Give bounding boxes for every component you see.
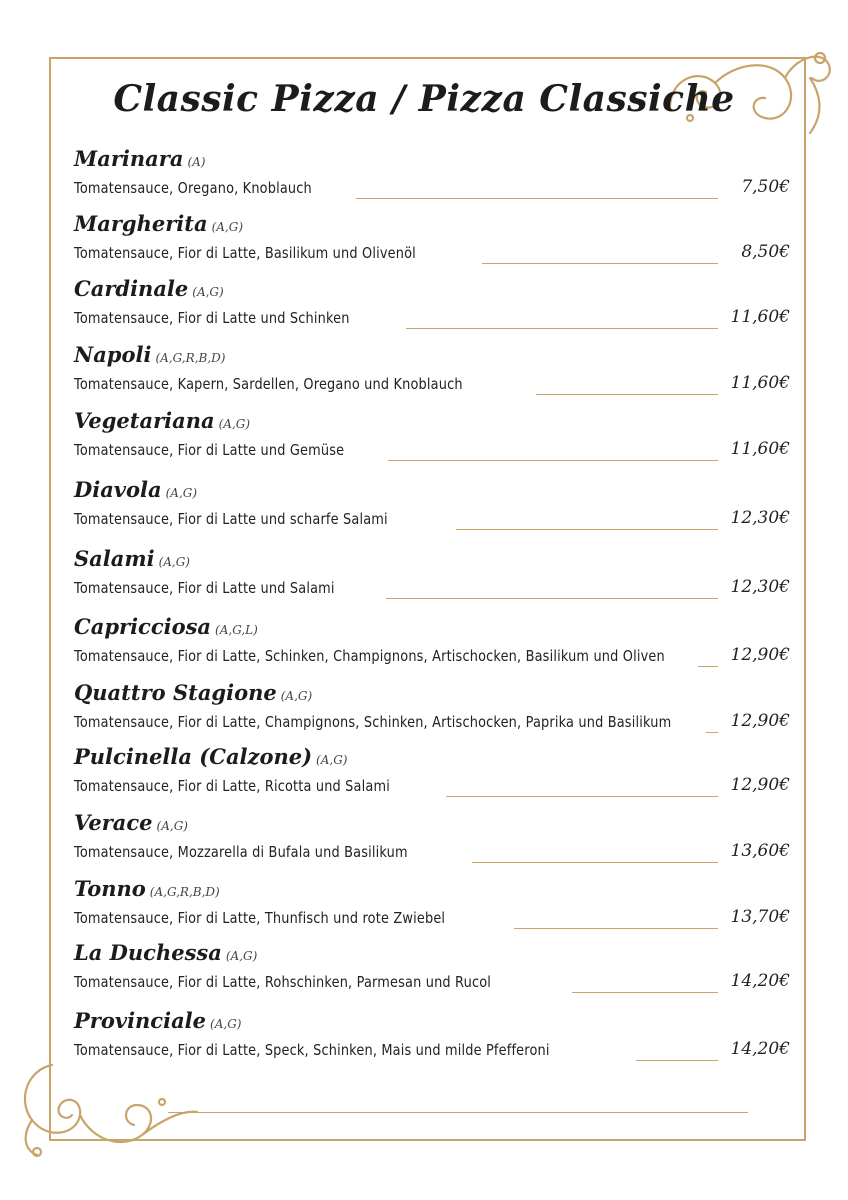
- menu-item-allergens: (A,G): [165, 486, 198, 500]
- menu-item-heading: [74, 614, 258, 642]
- menu-item: [74, 477, 794, 543]
- menu-item-leader-line: [472, 862, 718, 863]
- menu-item-allergens: (A,G): [280, 689, 313, 703]
- menu-item-description: Tomatensauce, Fior di Latte, Thunfisch und rote Zwiebel: [74, 909, 446, 927]
- menu-item-price: 12,90€: [730, 775, 790, 795]
- menu-item-price: 11,60€: [730, 439, 790, 459]
- menu-item: [74, 276, 794, 342]
- menu-item: [74, 744, 794, 810]
- menu-item-heading: [74, 744, 347, 772]
- menu-item-name: La Duchessa: [74, 940, 222, 965]
- menu-item-description: Tomatensauce, Kapern, Sardellen, Oregano und Knoblauch: [74, 375, 463, 393]
- menu-item-description-line: [74, 375, 794, 397]
- menu-item-price: 11,60€: [730, 373, 790, 393]
- menu-item-description: Tomatensauce, Fior di Latte und scharfe Salami: [74, 510, 388, 528]
- menu-item-name: Pulcinella (Calzone): [74, 744, 313, 769]
- menu-item-allergens: (A,G): [316, 753, 348, 767]
- menu-item-leader-line: [456, 529, 718, 530]
- menu-item: [74, 680, 794, 746]
- menu-item-name: Diavola: [74, 477, 162, 502]
- menu-item-allergens: (A,G,L): [215, 623, 258, 637]
- menu-item-description-line: [74, 244, 794, 266]
- menu-item-leader-line: [514, 928, 718, 929]
- menu-item-allergens: (A): [187, 155, 206, 169]
- menu-item-allergens: (A,G): [192, 285, 224, 299]
- menu-item-allergens: (A,G): [158, 555, 190, 569]
- menu-item-name: Verace: [74, 810, 153, 835]
- menu-item-price: 11,60€: [730, 307, 790, 327]
- menu-item-name: Capricciosa: [74, 614, 212, 639]
- menu-item-heading: [74, 810, 188, 838]
- menu-item-heading: [74, 146, 205, 174]
- menu-item-description-line: [74, 1041, 794, 1063]
- menu-item: [74, 876, 794, 942]
- menu-item-leader-line: [386, 598, 718, 599]
- menu-item-description: Tomatensauce, Fior di Latte, Ricotta und Salami: [74, 777, 390, 795]
- menu-item-price: 13,60€: [730, 841, 790, 861]
- menu-item-leader-line: [536, 394, 718, 395]
- menu-item-description-line: [74, 713, 794, 735]
- menu-item: [74, 546, 794, 612]
- menu-item: [74, 614, 794, 680]
- menu-item-description: Tomatensauce, Fior di Latte, Schinken, Champignons, Artischocken, Basilikum und Oliven: [74, 647, 665, 665]
- menu-item-allergens: (A,G): [156, 819, 188, 833]
- menu-item-description-line: [74, 441, 794, 463]
- menu-item-description-line: [74, 909, 794, 931]
- menu-item-leader-line: [572, 992, 718, 993]
- menu-item-heading: [74, 680, 312, 708]
- menu-item-name: Napoli: [74, 342, 152, 367]
- menu-item-description: Tomatensauce, Fior di Latte und Gemüse: [74, 441, 345, 459]
- menu-item-description: Tomatensauce, Fior di Latte, Champignons, Schinken, Artischocken, Paprika und Basilikum: [74, 713, 672, 731]
- menu-item-leader-line: [706, 732, 718, 733]
- menu-item-allergens: (A,G): [210, 1017, 242, 1031]
- menu-item: [74, 940, 794, 1006]
- menu-item-name: Quattro Stagione: [74, 680, 277, 705]
- menu-item-price: 14,20€: [730, 1039, 790, 1059]
- menu-item-heading: [74, 940, 257, 968]
- menu-item-heading: [74, 876, 220, 904]
- menu-item-leader-line: [388, 460, 718, 461]
- menu-item-allergens: (A,G,R,B,D): [149, 885, 220, 899]
- menu-item-name: Cardinale: [74, 276, 189, 301]
- menu-item-description: Tomatensauce, Fior di Latte, Rohschinken, Parmesan und Rucol: [74, 973, 492, 991]
- menu-item-description-line: [74, 309, 794, 331]
- menu-item-price: 12,30€: [730, 577, 790, 597]
- menu-item-description-line: [74, 843, 794, 865]
- menu-item-description-line: [74, 579, 794, 601]
- menu-item: [74, 810, 794, 876]
- menu-item-heading: [74, 211, 243, 239]
- menu-item-name: Salami: [74, 546, 155, 571]
- menu-item-price: 14,20€: [730, 971, 790, 991]
- menu-item-allergens: (A,G): [218, 417, 251, 431]
- menu-item-description: Tomatensauce, Fior di Latte, Speck, Schinken, Mais und milde Pfefferoni: [74, 1041, 550, 1059]
- menu-item-description: Tomatensauce, Oregano, Knoblauch: [74, 179, 312, 197]
- menu-item-heading: [74, 276, 224, 304]
- menu-item: [74, 211, 794, 277]
- menu-item-heading: [74, 1008, 241, 1036]
- menu-item-leader-line: [406, 328, 718, 329]
- menu-item-description-line: [74, 777, 794, 799]
- menu-item-description: Tomatensauce, Mozzarella di Bufala und Basilikum: [74, 843, 408, 861]
- menu-item-allergens: (A,G,R,B,D): [155, 351, 226, 365]
- menu-item-price: 12,30€: [730, 508, 790, 528]
- menu-item: [74, 146, 794, 212]
- menu-item-price: 8,50€: [741, 242, 790, 262]
- menu-item-description: Tomatensauce, Fior di Latte und Salami: [74, 579, 335, 597]
- bottom-divider: [168, 1112, 748, 1113]
- menu-item-allergens: (A,G): [211, 220, 244, 234]
- menu-item-price: 13,70€: [730, 907, 790, 927]
- menu-title: Classic Pizza / Pizza Classiche: [113, 78, 735, 120]
- menu-item: [74, 342, 794, 408]
- menu-item-price: 12,90€: [730, 645, 790, 665]
- menu-item-allergens: (A,G): [225, 949, 258, 963]
- menu-item-description-line: [74, 647, 794, 669]
- menu-item: [74, 1008, 794, 1074]
- menu-item: [74, 408, 794, 474]
- menu-item-name: Margherita: [74, 211, 208, 236]
- menu-item-name: Provinciale: [74, 1008, 207, 1033]
- menu-item-name: Vegetariana: [74, 408, 215, 433]
- menu-item-price: 12,90€: [730, 711, 790, 731]
- menu-item-heading: [74, 342, 225, 370]
- menu-item-heading: [74, 546, 190, 574]
- menu-item-description: Tomatensauce, Fior di Latte und Schinken: [74, 309, 350, 327]
- menu-item-description: Tomatensauce, Fior di Latte, Basilikum und Olivenöl: [74, 244, 416, 262]
- menu-item-leader-line: [698, 666, 718, 667]
- menu-item-heading: [74, 477, 197, 505]
- menu-item-price: 7,50€: [741, 177, 790, 197]
- menu-item-heading: [74, 408, 250, 436]
- menu-item-name: Marinara: [74, 146, 184, 171]
- menu-item-leader-line: [356, 198, 718, 199]
- menu-item-description-line: [74, 510, 794, 532]
- menu-item-leader-line: [482, 263, 718, 264]
- menu-item-leader-line: [636, 1060, 718, 1061]
- menu-item-description-line: [74, 973, 794, 995]
- menu-item-leader-line: [446, 796, 718, 797]
- menu-item-description-line: [74, 179, 794, 201]
- menu-item-name: Tonno: [74, 876, 146, 901]
